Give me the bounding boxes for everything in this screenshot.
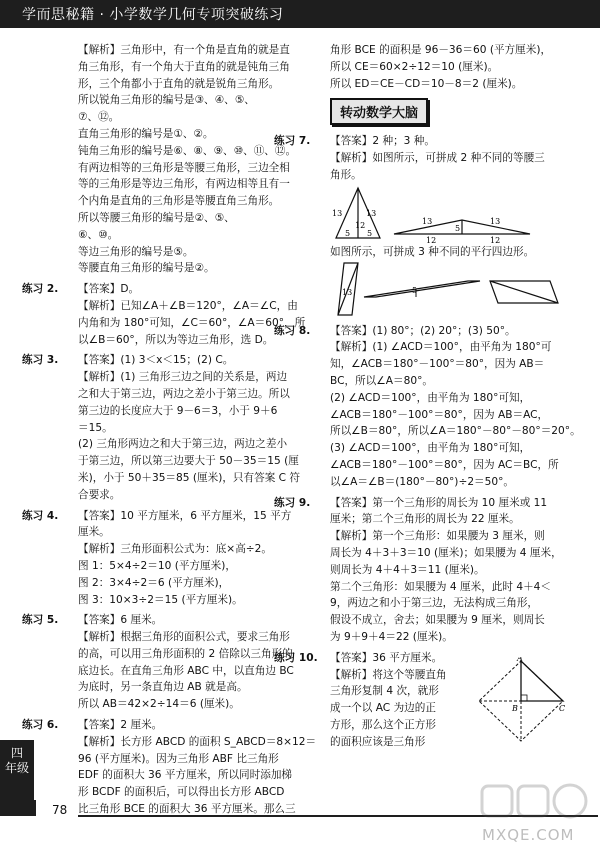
- text-content: 等的三角形是等边三角形，有两边相等且有一: [78, 178, 290, 191]
- left-line: [78, 386, 314, 403]
- exercise-label: 练习 6.: [22, 719, 59, 732]
- exercise-label: 练习 2.: [22, 283, 59, 296]
- ex10-line: [330, 667, 470, 684]
- text-content: 【答案】6 厘米。: [78, 614, 163, 627]
- exercise-7: [274, 133, 570, 183]
- ex10-line: [330, 683, 470, 700]
- text-content: 周长为 4＋3＋3＝10 (厘米)；如果腰为 4 厘米，: [330, 546, 562, 559]
- text-content: 【解析】第一个三角形：如果腰为 3 厘米，则: [330, 530, 545, 543]
- text-content: ∠ACB＝180°－100°＝80°，因为 AB＝AC，: [330, 408, 549, 421]
- section-title: 转动数学大脑: [330, 98, 428, 125]
- fig7b-label-right: 13: [490, 216, 501, 226]
- text-content: 【答案】D。: [78, 283, 140, 296]
- exercise-label: 练习 8.: [274, 324, 311, 337]
- text-content: 【答案】(1) 3＜x＜15；(2) C。: [78, 354, 234, 367]
- ex7-line: [330, 150, 570, 167]
- left-line: [78, 436, 314, 453]
- text-content: 厘米；第二个三角形的周长为 22 厘米。: [330, 513, 520, 526]
- fig7c-label-s3: 5: [412, 285, 418, 295]
- text-content: ⑥、⑩。: [78, 228, 119, 241]
- text-content: 以∠B＝60°，所以为等边三角形，选 D。: [78, 333, 274, 346]
- text-content: 【答案】2 种；3 种。: [330, 135, 435, 148]
- text-content: 【解析】三角形中，有一个角是直角的就是直: [78, 44, 290, 56]
- exercise-label: 练习 3.: [22, 354, 59, 367]
- ex8-10-line: [330, 595, 570, 612]
- left-line: [78, 260, 314, 277]
- text-content: 形 BCDF 的面积后，可以得出长方形 ABCD: [78, 786, 285, 799]
- text-content: 成一个以 AC 为边的正: [330, 702, 436, 715]
- fig7c-label-s1: 13: [342, 287, 353, 297]
- fig10-label-a: A: [517, 656, 523, 663]
- text-content: 有两边相等的三角形是等腰三角形，三边全相: [78, 161, 290, 174]
- grade-tab-line2: 年级: [4, 761, 29, 775]
- text-content: 所以 CE＝60×2÷12＝10 (厘米)。: [330, 60, 499, 73]
- exercise-label: 练习 9.: [274, 496, 311, 509]
- left-line: [22, 612, 314, 629]
- left-line: [78, 784, 314, 801]
- page-header: [0, 0, 600, 28]
- fig7a-label-left: 13: [332, 208, 343, 218]
- ex8-10-line: [330, 356, 570, 373]
- ex8-10-line: [330, 390, 570, 407]
- fig7a-label-bl: 5: [345, 228, 351, 238]
- left-line: [78, 59, 314, 76]
- text-content: 【答案】(1) 80°；(2) 20°；(3) 50°。: [330, 324, 516, 337]
- left-line: [78, 210, 314, 227]
- ex8-10-line: [330, 562, 570, 579]
- fig7a-label-br: 5: [367, 228, 373, 238]
- left-line: [78, 298, 314, 315]
- text-content: 【答案】第一个三角形的周长为 10 厘米或 11: [330, 496, 548, 509]
- parallelogram-rect-diagonal: [490, 281, 558, 303]
- text-content: 底边长。在直角三角形 ABC 中，以直角边 BC: [78, 664, 294, 677]
- text-content: EDF 的面积大 36 平方厘米，所以同时添加梯: [78, 769, 293, 782]
- header-title: 学而思秘籍 · 小学数学几何专项突破练习: [22, 7, 284, 23]
- parallelogram-flat: [364, 281, 480, 297]
- ex8-10-line: [330, 528, 570, 545]
- ex8-10-line: [330, 339, 570, 356]
- text-content: 【解析】如图所示，可拼成 2 种不同的等腰三: [330, 152, 545, 165]
- text-content: 合要求。: [78, 488, 121, 501]
- left-line: [78, 470, 314, 487]
- left-line: [78, 193, 314, 210]
- text-content: 【解析】(1) 三角形三边之间的关系是，两边: [78, 371, 288, 384]
- text-content: 【解析】将这个等腰直角: [330, 668, 447, 681]
- ex10-line: [330, 700, 470, 717]
- exercise-label: 练习 4.: [22, 509, 59, 522]
- text-content: 米)，小于 50＋35＝85 (厘米)，只有答案 C 符: [78, 471, 301, 484]
- text-content: 【解析】根据三角形的面积公式，要求三角形: [78, 631, 290, 644]
- ex8-10-line: [330, 612, 570, 629]
- exercises-8-10: [274, 323, 581, 667]
- left-line: [78, 403, 314, 420]
- ex8-10-line: [274, 495, 570, 512]
- fig10-label-b: B: [512, 703, 518, 713]
- exercise-10-text: [330, 667, 470, 751]
- left-line: [78, 244, 314, 261]
- text-content: ＝15。: [78, 421, 113, 434]
- text-content: 第二个三角形：如果腰为 4 厘米，此时 4＋4＜: [330, 580, 552, 593]
- text-content: 角三角形，有一个角大于直角的就是钝角三角: [78, 60, 290, 73]
- text-content: 三角形复制 4 次，就形: [330, 685, 439, 698]
- left-line: [78, 734, 317, 751]
- left-line: [78, 176, 314, 193]
- fig7b-label-br: 12: [490, 235, 501, 244]
- ex8-10-line: [330, 511, 570, 528]
- text-content: 于第三边，所以第三边要大于 50－35＝15 (厘: [78, 455, 299, 468]
- text-content: 厘米。: [78, 526, 110, 539]
- text-content: 的高，可以用三角形面积的 2 倍除以三角形的: [78, 647, 293, 660]
- left-line: [78, 696, 314, 713]
- text-content: 角形。: [330, 168, 362, 181]
- ex8-10-line: [330, 457, 570, 474]
- ex10-line: [330, 734, 470, 751]
- text-content: 以∠A＝∠B＝(180°－80°)÷2＝50°。: [330, 475, 515, 488]
- left-line: [78, 592, 314, 609]
- ex7-line: [330, 167, 570, 184]
- text-content: 等腰直角三角形的编号是②。: [78, 262, 215, 275]
- text-content: 的面积应该是三角形: [330, 735, 426, 748]
- left-line: [78, 227, 314, 244]
- text-content: 【解析】已知∠A＋∠B＝120°，∠A＝∠C，由: [78, 299, 298, 312]
- right-top-line: [330, 42, 570, 59]
- left-line: [78, 369, 314, 386]
- ex8-10-line: [330, 629, 570, 646]
- left-line: [78, 679, 314, 696]
- left-line: [22, 717, 314, 734]
- left-line: [78, 751, 314, 768]
- ex8-10-line: [330, 373, 570, 390]
- left-line: [78, 575, 314, 592]
- exercise-label: 练习 7.: [274, 135, 311, 148]
- text-content: 为底时，另一条直角边 AB 就是高。: [78, 681, 248, 694]
- right-column: [274, 42, 581, 757]
- text-content: 形，三个角都小于直角的就是锐角三角形。: [78, 77, 280, 90]
- text-content: 【解析】(1) ∠ACD＝100°，由平角为 180°可: [330, 341, 552, 354]
- left-line: [78, 420, 314, 437]
- text-content: (2) 三角形两边之和大于第三边，两边之差小: [78, 438, 288, 451]
- exercise-7-parallelogram-text: 如图所示，可拼成 3 种不同的平行四边形。: [330, 245, 535, 258]
- text-content: 图 2：3×4÷2＝6 (平方厘米)，: [78, 576, 230, 589]
- ex8-10-line: [330, 545, 570, 562]
- bottom-bar: [0, 800, 36, 816]
- left-line: [78, 42, 314, 59]
- fig7a-label-right: 13: [366, 208, 377, 218]
- left-line: [78, 767, 314, 784]
- text-content: ∠ACB＝180°－100°＝80°，因为 AC＝BC，所: [330, 458, 559, 471]
- fig10-label-c: C: [559, 703, 566, 713]
- text-content: 【答案】10 平方厘米，6 平方厘米，15 平方: [78, 509, 292, 522]
- text-content: 之和大于第三边，两边之差小于第三边。所以: [78, 387, 290, 400]
- ex8-10-line: [330, 407, 570, 424]
- text-content: BC，所以∠A＝80°。: [330, 374, 433, 387]
- text-content: (3) ∠ACD＝100°，由平角为 180°可知，: [330, 442, 531, 455]
- text-content: 9，两边之和小于第三边，无法构成三角形，: [330, 597, 539, 610]
- ex8-10-line: [330, 474, 570, 491]
- left-line: [78, 629, 314, 646]
- figure-7-parallelograms: [330, 261, 570, 323]
- left-line: [78, 160, 314, 177]
- text-content: 比三角形 BCE 的面积大 36 平方厘米。那么三: [78, 803, 296, 816]
- text-content: 个内角是直角的三角形是等腰直角三角形。: [78, 195, 280, 208]
- text-content: 所以等腰三角形的编号是②、⑤、: [78, 211, 235, 224]
- left-line: [78, 541, 314, 558]
- left-line: [78, 109, 314, 126]
- left-line: [22, 352, 314, 369]
- figure-7-triangles: [330, 184, 570, 244]
- fig7b-label-left: 13: [422, 216, 433, 226]
- text-content: 为 9＋9＋4＝22 (厘米)。: [330, 630, 453, 643]
- text-content: 【解析】三角形面积公式为：底×高÷2。: [78, 543, 272, 556]
- left-line: [22, 281, 314, 298]
- text-content: 图 1：5×4÷2＝10 (平方厘米)，: [78, 559, 236, 572]
- text-content: 知，∠ACB＝180°－100°＝80°，因为 AB＝: [330, 358, 545, 371]
- text-content: 【解析】长方形 ABCD 的面积 S_ABCD＝8×12＝: [78, 735, 317, 748]
- text-content: 钝角三角形的编号是⑥、⑧、⑨、⑩、⑪、⑫。: [78, 144, 297, 157]
- left-line: [78, 558, 314, 575]
- text-content: 则周长为 4＋4＋3＝11 (厘米)。: [330, 563, 485, 576]
- page-number: 78: [52, 803, 68, 817]
- text-content: (2) ∠ACD＝100°，由平角为 180°可知，: [330, 391, 531, 404]
- text-content: 等边三角形的编号是⑤。: [78, 245, 194, 258]
- text-content: 所以∠B＝80°，所以∠A＝180°－80°－80°＝20°。: [330, 425, 581, 438]
- text-content: 【答案】2 厘米。: [78, 719, 163, 732]
- fig7a-label-mid: 12: [355, 220, 366, 230]
- text-content: 所以 ED＝CE－CD＝10－8＝2 (厘米)。: [330, 77, 523, 90]
- text-content: ⑦、⑫。: [78, 111, 120, 124]
- section-heading: [330, 98, 428, 125]
- right-top-line: [330, 76, 570, 93]
- ex8-10-line: [274, 323, 570, 340]
- ex10-line: [330, 717, 470, 734]
- exercise-label: 练习 5.: [22, 614, 59, 627]
- text-content: 【答案】36 平方厘米。: [330, 651, 443, 664]
- text-content: 所以 AB＝42×2÷14＝6 (厘米)。: [78, 698, 240, 711]
- exercise-label: 练习 10.: [274, 651, 318, 664]
- text-content: 第三边的长度应大于 9－6＝3，小于 9＋6: [78, 404, 278, 417]
- left-line: [78, 453, 314, 470]
- text-content: 图 3：10×3÷2＝15 (平方厘米)。: [78, 593, 243, 606]
- ex8-10-line: [330, 579, 570, 596]
- text-content: 直角三角形的编号是①、②。: [78, 127, 214, 140]
- fig7b-label-bl: 12: [426, 235, 437, 244]
- left-line: [78, 92, 314, 109]
- text-content: 假设不成立，舍去；如果腰为 9 厘米，则周长: [330, 614, 545, 627]
- right-top-line: [330, 59, 570, 76]
- ex8-10-line: [330, 440, 570, 457]
- grade-side-tab: [0, 740, 34, 800]
- right-top-text: [330, 42, 570, 92]
- left-line: [78, 76, 314, 93]
- text-content: 96 (平方厘米)。因为三角形 ABF 比三角形: [78, 752, 279, 765]
- fig7b-label-mid: 5: [455, 223, 461, 233]
- text-content: 角形 BCE 的面积是 96－36＝60 (平方厘米)，: [330, 44, 552, 56]
- left-line: [78, 524, 314, 541]
- text-content: 所以锐角三角形的编号是③、④、⑤、: [78, 94, 255, 107]
- grade-tab-line1: 四: [10, 746, 23, 760]
- text-content: 内角和为 180°可知，∠C＝60°，∠A＝60°，所: [78, 316, 306, 329]
- text-content: 方形，那么这个正方形: [330, 718, 436, 731]
- ex8-10-line: [330, 423, 581, 440]
- fig10-right-angle: [521, 695, 527, 701]
- ex7-line: [274, 133, 570, 150]
- watermark-text: MXQE.COM: [482, 826, 575, 844]
- figure-10-square: [475, 657, 567, 745]
